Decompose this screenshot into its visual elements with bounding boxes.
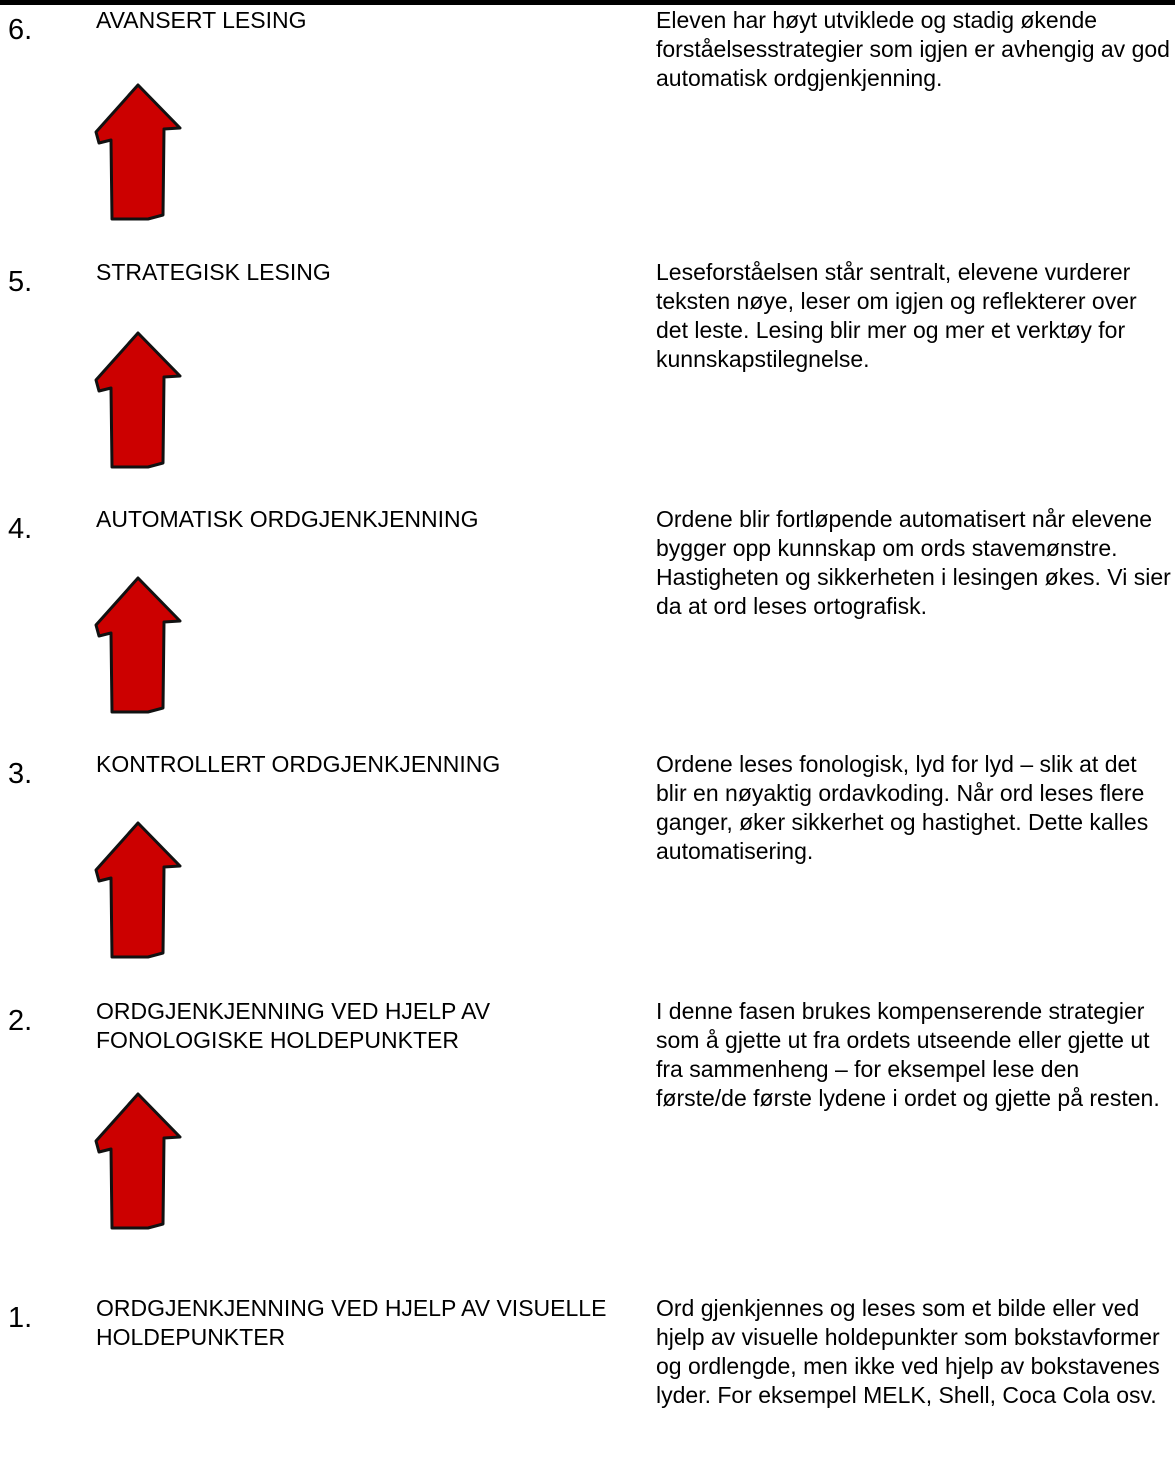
stage-title: ORDGJENKJENNING VED HJELP AV VISUELLE HOLDEPUNKTER bbox=[96, 1295, 607, 1350]
arrow-up-icon bbox=[88, 82, 188, 222]
stage-number: 6. bbox=[8, 14, 33, 46]
stage-title: KONTROLLERT ORDGJENKJENNING bbox=[96, 751, 501, 777]
stage-title: AUTOMATISK ORDGJENKJENNING bbox=[96, 506, 479, 532]
stage-number: 3. bbox=[8, 758, 33, 790]
arrow-up-icon bbox=[88, 1091, 188, 1231]
stage-description: Eleven har høyt utviklede og stadig økende forståelsesstrategier som igjen er avhengig av god automatisk ordgjenkjenning. bbox=[656, 7, 1170, 91]
stage-description: Leseforståelsen står sentralt, elevene vurderer teksten nøye, leser om igjen og reflekterer over det leste. Lesing blir mer og mer et verktøy for kunnskapstilegnelse. bbox=[656, 259, 1137, 372]
stage-number: 2. bbox=[8, 1005, 33, 1037]
stage-number: 5. bbox=[8, 266, 33, 298]
stage-description: I denne fasen brukes kompenserende strategier som å gjette ut fra ordets utseende eller gjette ut fra sammenheng – for eksempel lese den første/de første lydene i ordet og gjette på resten. bbox=[656, 998, 1160, 1111]
stage-number: 1. bbox=[8, 1302, 33, 1334]
stage-title: STRATEGISK LESING bbox=[96, 259, 331, 285]
stage-description: Ordene leses fonologisk, lyd for lyd – slik at det blir en nøyaktig ordavkoding. Når ord leses flere ganger, øker sikkerhet og hastighet. Dette kalles automatisering. bbox=[656, 751, 1149, 864]
top-rule bbox=[0, 0, 1175, 5]
arrow-up-icon bbox=[88, 330, 188, 470]
arrow-up-icon bbox=[88, 575, 188, 715]
stage-title: ORDGJENKJENNING VED HJELP AV FONOLOGISKE HOLDEPUNKTER bbox=[96, 998, 491, 1053]
stage-title: AVANSERT LESING bbox=[96, 7, 307, 33]
stage-description: Ordene blir fortløpende automatisert når elevene bygger opp kunnskap om ords stavemønstre. Hastigheten og sikkerheten i lesingen økes. Vi sier da at ord leses ortografisk. bbox=[656, 506, 1171, 619]
arrow-up-icon bbox=[88, 820, 188, 960]
stage-description: Ord gjenkjennes og leses som et bilde eller ved hjelp av visuelle holdepunkter som bokstavformer og ordlengde, men ikke ved hjelp av bokstavenes lyder. For eksempel MELK, Shell, Coca Cola osv. bbox=[656, 1295, 1160, 1408]
stage-number: 4. bbox=[8, 513, 33, 545]
